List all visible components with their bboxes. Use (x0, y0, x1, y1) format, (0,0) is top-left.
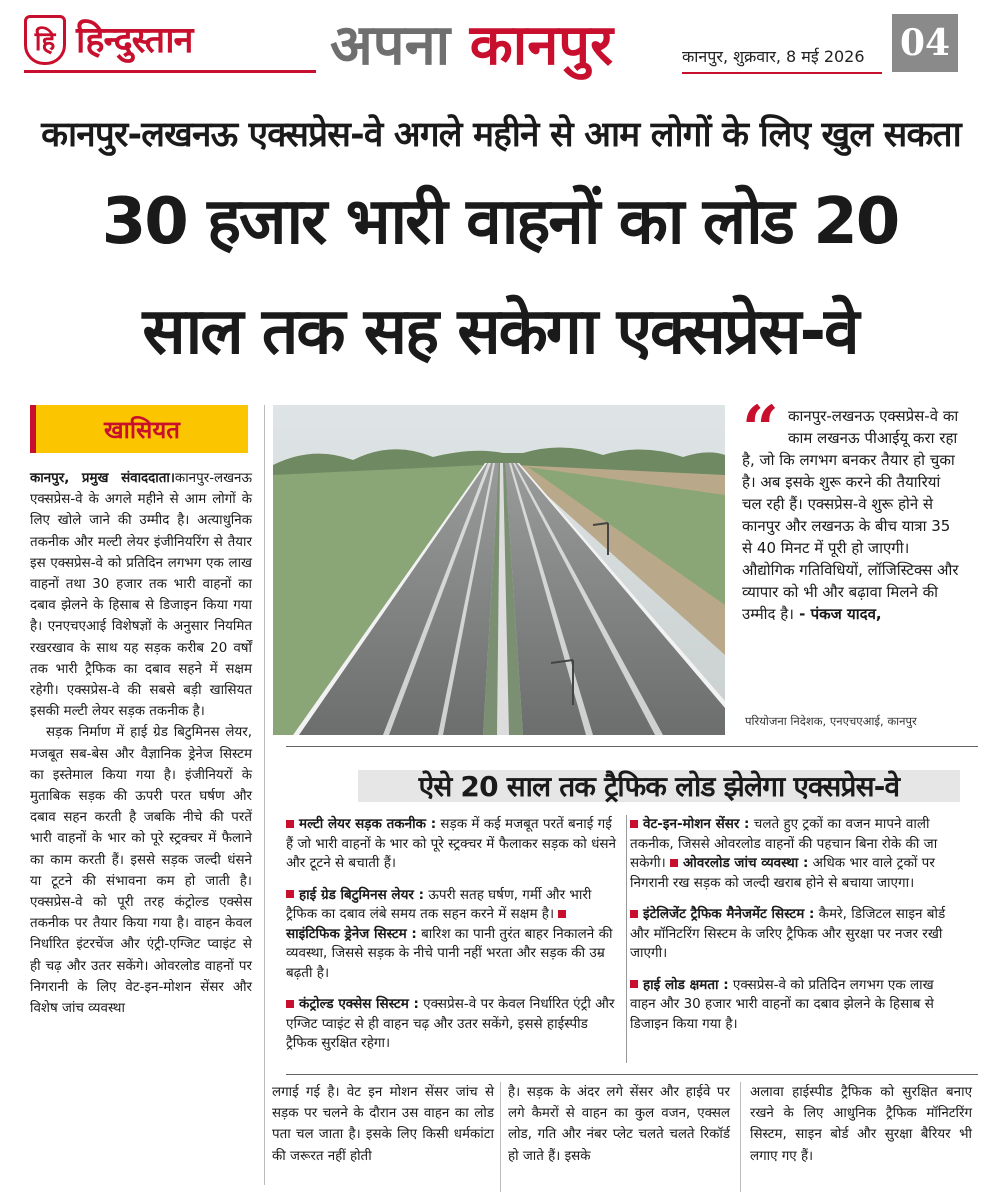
feature-text: अधिक भार वाले ट्रकों पर निगरानी रख सड़क को जल्दी खराब होने से बचाया जाएगा। (630, 855, 935, 891)
feature-text: एक्सप्रेस-वे को प्रतिदिन लगभग एक लाख वाहन और 30 हजार भारी वाहनों का दबाव झेलने के हिसाब से डिजाइन किया गया है। (630, 976, 934, 1032)
newspaper-logo-icon: हि (24, 15, 66, 65)
feature-item (630, 905, 960, 964)
feature-item (286, 995, 622, 1054)
quote-text: कानपुर-लखनऊ एक्सप्रेस-वे का काम लखनऊ पीआईयू करा रहा है, जो कि लगभग बनकर तैयार हो चुका है। अब इसके शुरू करने की तैयारियां चल रही हैं। एक्सप्रेस-वे शुरू होने से कानपुर और लखनऊ के बीच यात्रा 35 से 40 मिनट में पूरी हो जाएगी। औद्योगिक गतिविधियों, लॉजिस्टिक्स और व्यापार को भी और बढ़ावा मिलने की उम्मीद है। (742, 407, 959, 623)
info-box-right-column (630, 815, 960, 1046)
newspaper-brand-name: हिन्दुस्तान (76, 19, 193, 61)
info-box-title: ऐसे 20 साल तक ट्रैफिक लोड झेलेगा एक्सप्रेस-वे (358, 770, 960, 802)
feature-label: कंट्रोल्ड एक्सेस सिस्टम : (299, 996, 419, 1012)
kicker-headline: कानपुर-लखनऊ एक्सप्रेस-वे अगले महीने से आम लोगों के लिए खुल सकता (41, 115, 961, 155)
bullet-icon (286, 1000, 294, 1008)
feature-label: मल्टी लेयर सड़क तकनीक : (299, 816, 437, 832)
quote-attribution: - पंकज यादव, (793, 605, 882, 623)
quote-designation: परियोजना निदेशक, एनएचएआई, कानपुर (745, 714, 917, 728)
feature-text: सड़क में कई मजबूत परतें बनाई गई हैं जो भारी वाहनों के भार को पूरे स्ट्रक्चर में फैलाकर सड़क को धंसने और टूटने से बचाती हैं। (286, 816, 616, 871)
feature-label: ओवरलोड जांच व्यवस्था : (683, 855, 809, 871)
article-continuation-2: है। सड़क के अंदर लगे सेंसर और हाईवे पर लगे कैमरों से वाहन का कुल वजन, एक्सल लोड, गति और नंबर प्लेट चलते चलते रिकॉर्ड हो जाते हैं। इसके (508, 1085, 730, 1164)
feature-item (286, 886, 622, 984)
feature-text: एक्सप्रेस-वे पर केवल निर्धारित एंट्री और एग्जिट प्वाइंट से ही वाहन चढ़ और उतर सकेंगे, इससे हाईस्पीड ट्रैफिक सुरक्षित रहेगा। (286, 996, 615, 1051)
expressway-photo-illustration (273, 405, 725, 735)
feature-label: हाई लोड क्षमता : (643, 976, 729, 993)
bullet-icon (630, 820, 638, 828)
feature-text: चलते हुए ट्रकों का वजन मापने वाली तकनीक, जिससे ओवरलोड वाहनों की पहचान बिना रोके की जा सकेगी। (630, 816, 938, 871)
section-title-word2: कानपुर (469, 13, 613, 78)
byline: कानपुर, प्रमुख संवाददाता। (30, 471, 175, 486)
bullet-icon (630, 980, 638, 988)
column-divider (264, 405, 265, 1185)
quote-mark-icon: “ (742, 392, 779, 467)
masthead-rule (24, 70, 316, 73)
feature-label: वेट-इन-मोशन सेंसर : (643, 816, 750, 832)
bullet-icon (286, 890, 294, 898)
article-body-left (30, 468, 252, 1019)
bullet-icon (670, 859, 678, 867)
quote-block (742, 405, 964, 625)
feature-item (630, 976, 960, 1035)
article-paragraph-1 (30, 468, 252, 722)
feature-label: खासियत (104, 415, 180, 444)
article-continuation-3: अलावा हाईस्पीड ट्रैफिक को सुरक्षित बनाए रखने के लिए आधुनिक ट्रैफिक मॉनिटरिंग सिस्टम, साइन बोर्ड और सुरक्षा बैरियर भी लगाए गए हैं। (750, 1085, 972, 1164)
quote-indent-spacer (742, 405, 788, 449)
feature-label: हाई ग्रेड बिटुमिनस लेयर : (299, 886, 425, 903)
feature-text: कैमरे, डिजिटल साइन बोर्ड और मॉनिटरिंग सिस्टम के जरिए ट्रैफिक और सुरक्षा पर नजर रखी जाएगी। (630, 906, 946, 961)
bullet-icon (630, 910, 638, 918)
feature-text: बारिश का पानी तुरंत बाहर निकालने की व्यवस्था, जिससे सड़क के नीचे पानी नहीं भरता और सड़क की उम्र बढ़ती है। (286, 925, 613, 981)
section-title-word1: अपना (330, 13, 451, 78)
bullet-icon (558, 910, 566, 918)
feature-label-box (30, 405, 248, 453)
box-column-divider (626, 815, 627, 1063)
box-bottom-rule (286, 1074, 978, 1075)
column-divider (500, 1082, 501, 1192)
page-number: 04 (892, 14, 958, 72)
dateline-rule (682, 72, 882, 74)
feature-label: इंटेलिजेंट ट्रैफिक मैनेजमेंट सिस्टम : (643, 906, 815, 922)
info-box-left-column (286, 815, 622, 1066)
feature-item (286, 815, 622, 874)
article-continuation-1: लगाई गई है। वेट इन मोशन सेंसर जांच से सड़क पर चलने के दौरान उस वाहन का लोड पता चल जाता है। इसके लिए किसी धर्मकांटा की जरूरत नहीं होती (272, 1085, 494, 1164)
main-headline-line1: 30 हजार भारी वाहनों का लोड 20 (101, 185, 899, 259)
paragraph-1-text: कानपुर-लखनऊ एक्सप्रेस-वे के अगले महीने से आम लोगों के लिए खोले जाने की उम्मीद है। अत्याधुनिक तकनीक और मल्टी लेयर इंजीनियरिंग से तैयार इस एक्सप्रेस-वे को प्रतिदिन लगभग एक लाख वाहनों तथा 30 हजार तक भारी वाहनों का दबाव झेलने के हिसाब से डिजाइन किया गया है। एनएचएआई विशेषज्ञों के अनुसार नियमित रखरखाव के साथ यह सड़क करीब 20 वर्षों तक भारी ट्रैफिक का दबाव सहने में सक्षम रहेगी। एक्सप्रेस-वे की सबसे बड़ी खासियत इसकी मल्टी लेयर सड़क तकनीक है। (30, 471, 252, 720)
article-paragraph-2: सड़क निर्माण में हाई ग्रेड बिटुमिनस लेयर, मजबूत सब-बेस और वैज्ञानिक ड्रेनेज सिस्टम का इस्तेमाल किया गया है। इंजीनियरों के मुताबिक सड़क की ऊपरी परत घर्षण और दबाव सहन करती है जबकि नीचे की परतें भारी वाहनों के भार को पूरे स्ट्रक्चर में फैलाने का काम करती हैं। इससे सड़क जल्दी धंसने या टूटने की संभावना कम हो जाती है। एक्सप्रेस-वे को पूरी तरह कंट्रोल्ड एक्सेस तकनीक पर तैयार किया गया है। वाहन केवल निर्धारित इंटरचेंज और एंट्री-एग्जिट प्वाइंट से ही चढ़ और उतर सकेंगे। ओवरलोड वाहनों पर निगरानी के लिए वेट-इन-मोशन सेंसर और विशेष जांच व्यवस्था (30, 725, 252, 1017)
main-headline-line2: साल तक सह सकेगा एक्सप्रेस-वे (142, 295, 858, 369)
feature-label: साइंटिफिक ड्रेनेज सिस्टम : (286, 925, 417, 942)
bullet-icon (286, 820, 294, 828)
feature-text: ऊपरी सतह घर्षण, गर्मी और भारी ट्रैफिक का दबाव लंबे समय तक सहन करने में सक्षम है। (286, 886, 592, 922)
expressway-photo (273, 405, 725, 735)
column-divider (740, 1082, 741, 1192)
box-top-rule (286, 746, 978, 747)
dateline: कानपुर, शुक्रवार, 8 मई 2026 (682, 47, 865, 66)
section-title (330, 13, 613, 78)
feature-item (630, 815, 960, 893)
